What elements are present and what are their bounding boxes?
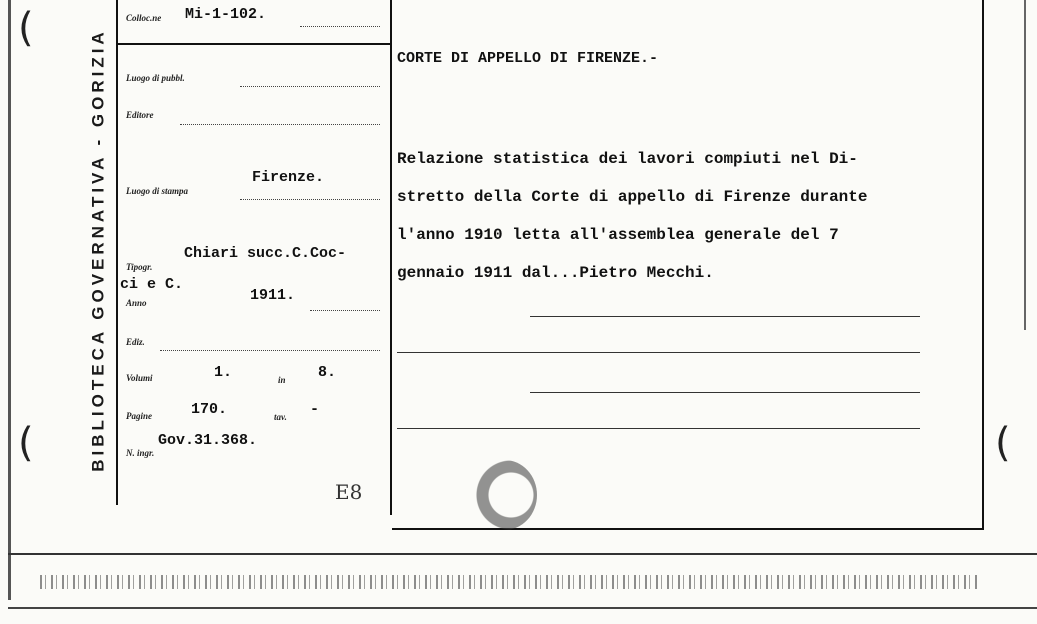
description-line-4: gennaio 1911 dal...Pietro Mecchi. [397, 264, 714, 282]
left-bracket-bottom: ( [18, 420, 34, 466]
ediz-dots [160, 350, 380, 351]
ediz-label: Ediz. [126, 337, 145, 347]
lower-rule [8, 553, 1037, 555]
volumi-value: 1. [214, 364, 233, 381]
blank-rule-4 [397, 428, 920, 429]
description-line-3: l'anno 1910 letta all'assemblea generale del 7 [397, 226, 839, 244]
spine-text: BIBLIOTECA GOVERNATIVA - GORIZIA [89, 28, 109, 472]
left-edge-line [8, 0, 11, 600]
tipogr-label: Tipogr. [126, 262, 153, 272]
editore-dots [180, 124, 380, 125]
description [397, 140, 867, 292]
volumi-label: Volumi [126, 373, 153, 383]
blank-rule-2 [397, 352, 920, 353]
luogo-stampa-dots [240, 199, 380, 200]
collocaz-dots [300, 26, 380, 27]
pagine-label: Pagine [126, 411, 152, 421]
left-bracket-top: ( [18, 5, 34, 51]
luogo-stampa-value: Firenze. [252, 169, 325, 186]
luogo-pubbl-dots [240, 86, 380, 87]
collocaz-label: Colloc.ne [126, 13, 162, 23]
blank-rule-1 [530, 316, 920, 317]
spine-divider [116, 0, 118, 505]
footer-rule [8, 607, 1037, 609]
bottom-border [392, 528, 984, 530]
handwritten-note: E8 [335, 480, 363, 504]
ingr-value: Gov.31.368. [158, 432, 258, 449]
tipogr-value-1: Chiari succ.C.Coc- [184, 245, 347, 262]
tipogr-value-2: ci e C. [120, 276, 184, 293]
luogo-pubbl-label: Luogo di pubbl. [126, 73, 185, 83]
right-edge [1024, 0, 1026, 330]
column-divider [390, 0, 392, 515]
collocaz-underline [116, 43, 391, 45]
pagine-value: 170. [191, 401, 228, 418]
anno-value: 1911. [250, 287, 296, 304]
right-border [982, 0, 984, 530]
card-title: CORTE DI APPELLO DI FIRENZE.- [397, 50, 659, 67]
in-value: 8. [318, 364, 337, 381]
anno-dots [310, 310, 380, 311]
anno-label: Anno [126, 298, 147, 308]
library-stamp [472, 460, 537, 530]
perforation-noise [40, 575, 980, 589]
collocaz-value: Mi-1-102. [185, 6, 267, 23]
description-line-1: Relazione statistica dei lavori compiuti nel Di- [397, 150, 858, 168]
description-line-2: stretto della Corte di appello di Firenze durante [397, 188, 868, 206]
tav-value: - [310, 401, 320, 418]
in-label: in [278, 375, 286, 385]
blank-rule-3 [530, 392, 920, 393]
editore-label: Editore [126, 110, 154, 120]
luogo-stampa-label: Luogo di stampa [126, 186, 189, 196]
tav-label: tav. [274, 412, 287, 422]
right-bracket: ( [995, 420, 1011, 466]
ingr-label: N. ingr. [126, 448, 155, 458]
